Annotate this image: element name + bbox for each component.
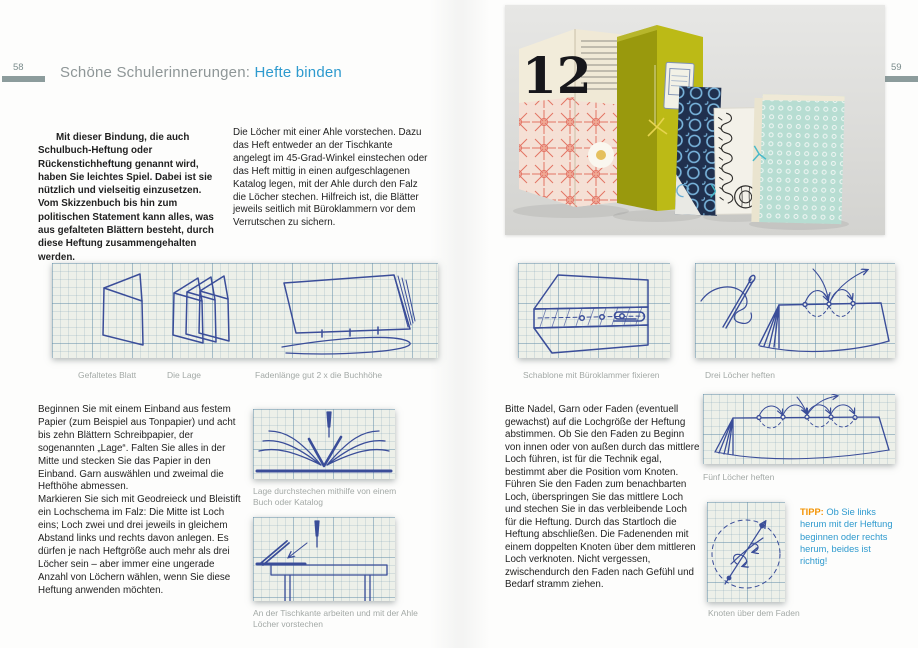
katalog-sketch [253,409,395,479]
caption-tischkante: An der Tischkante arbeiten und mit der Ahle Löcher vorstechen [253,608,418,629]
booklet-number: 12 [522,46,592,105]
tischkante-sketch [253,517,395,601]
caption-drei-loecher: Drei Löcher heften [705,370,775,380]
direction-arrow [289,543,307,557]
caption-gefaltetes-blatt: Gefaltetes Blatt [78,370,137,380]
caption-die-lage: Die Lage [167,370,202,380]
sketch-panel-katalog [253,409,395,479]
drei-loecher-sketch [695,263,895,358]
sewing-paragraph: Bitte Nadel, Garn oder Faden (eventuell gewachst) auf die Lochgröße der Heftung abstimmen. Ob Sie den Faden zu Beginn von innen oder von außen durch das mittlere Loch führen, ist für die Technik egal, bestimmt aber die Position vom Knoten. Führen Sie den Faden zum benachbarten Loch, überspringen Sie das mittlere Loch und stechen Sie in das verbleibende Loch für die Heftung. Durch das Startloch die Heftung abschließen. Die Fadenenden mit einem doppelten Knoten über dem mittleren Loch verknoten. Nicht vergessen, zwischendurch den Faden nach Gefühl und Bedarf stramm ziehen. [505,404,700,590]
awl-icon [315,521,319,536]
caption-schablone: Schablone mit Büroklammer fixieren [523,370,660,380]
caption-katalog: Lage durchstechen mithilfe von einem Buch oder Katalog [253,486,397,507]
caption-fuenf-loecher: Fünf Löcher heften [703,472,775,482]
thread-length-sketch [282,275,415,354]
booklet-mint [751,94,844,224]
booklets-photo-graphic [505,5,885,235]
sketch-panel-fuenf-loecher [703,394,895,464]
page-gutter [430,0,490,648]
caption-knoten: Knoten über dem Faden [708,608,800,618]
tip-box [800,506,899,567]
sketch-panel-drei-loecher [695,263,895,358]
ahle-paragraph: Die Löcher mit einer Ahle vorstechen. Dazu das Heft entweder an der Tischkante angelegt im 45-Grad-Winkel einstechen oder das Heft mittig in einen aufgeschlagenen Katalog legen, mit der Ahle durch den Falz die Löcher stechen. Hilfreich ist, die Blätter jeweils seitlich mit Büroklammern vor dem Verrutschen zu sichern. [233,127,428,229]
steps-paragraph-1: Beginnen Sie mit einem Einband aus festem Papier (zum Beispiel aus Tonpapier) und acht bis zehn Blättern Schreibpapier, der sogenannten „Lage“. Falten Sie alles in der Mitte und stecken Sie das Papier in den Einband. Garn auswählen und zweimal die Hefthöhe abmessen. [38,404,236,493]
folded-sheet-sketch [103,274,143,345]
chapter-section-label: Schöne Schulerinnerungen: [60,64,255,81]
knoten-sketch [707,502,785,602]
awl-icon [327,412,331,427]
schablone-sketch [518,263,670,358]
tip-label: TIPP: [800,507,824,517]
chapter-header [60,64,342,81]
sketch-panel-tischkante [253,517,395,601]
lage-sketch [173,276,229,343]
page-bar-left [2,76,45,82]
caption-fadenlaenge: Fadenlänge gut 2 x die Buchhöhe [255,370,383,380]
page-number-right: 59 [891,62,902,73]
chapter-title: Hefte binden [254,64,342,81]
page-number-left: 58 [13,62,24,73]
tip-text: Ob Sie links herum mit der Heftung beginnen oder rechts herum, beides ist richtig! [800,507,893,567]
steps-paragraph-2: Markieren Sie sich mit Geodreieck und Bleistift ein Lochschema im Falz: Die Mitte ist Loch eins; Loch zwei und drei jeweils in gleichem Abstand links und rechts davon anlegen. Es dürfen je nach Heftgröße auch mehr als drei Löcher sein – aber immer eine ungerade Anzahl von Löchern wählen, wenn Sie diese Heftung anwenden möchten. [38,494,241,596]
intro-paragraph: Mit dieser Bindung, die auch Schulbuch-Heftung oder Rückenstichheftung genannt wird, haben Sie leichtes Spiel. Dabei ist sie nützlich und vielseitig einzusetzen. Vom Skizzenbuch bis hin zum politischen Statement kann alles, was aus gefalteten Blättern besteht, durch diese Heftung zusammengehalten werden. [38,132,214,263]
sketch-panel-schablone [518,263,670,358]
booklet-floral-12 [519,29,627,207]
steps-text [38,404,241,598]
sketch-panel-knoten [707,502,785,602]
photo-booklets [505,5,885,235]
fuenf-loecher-sketch [703,394,895,464]
folding-steps-sketch [52,263,438,358]
sketch-strip-folding [52,263,438,358]
